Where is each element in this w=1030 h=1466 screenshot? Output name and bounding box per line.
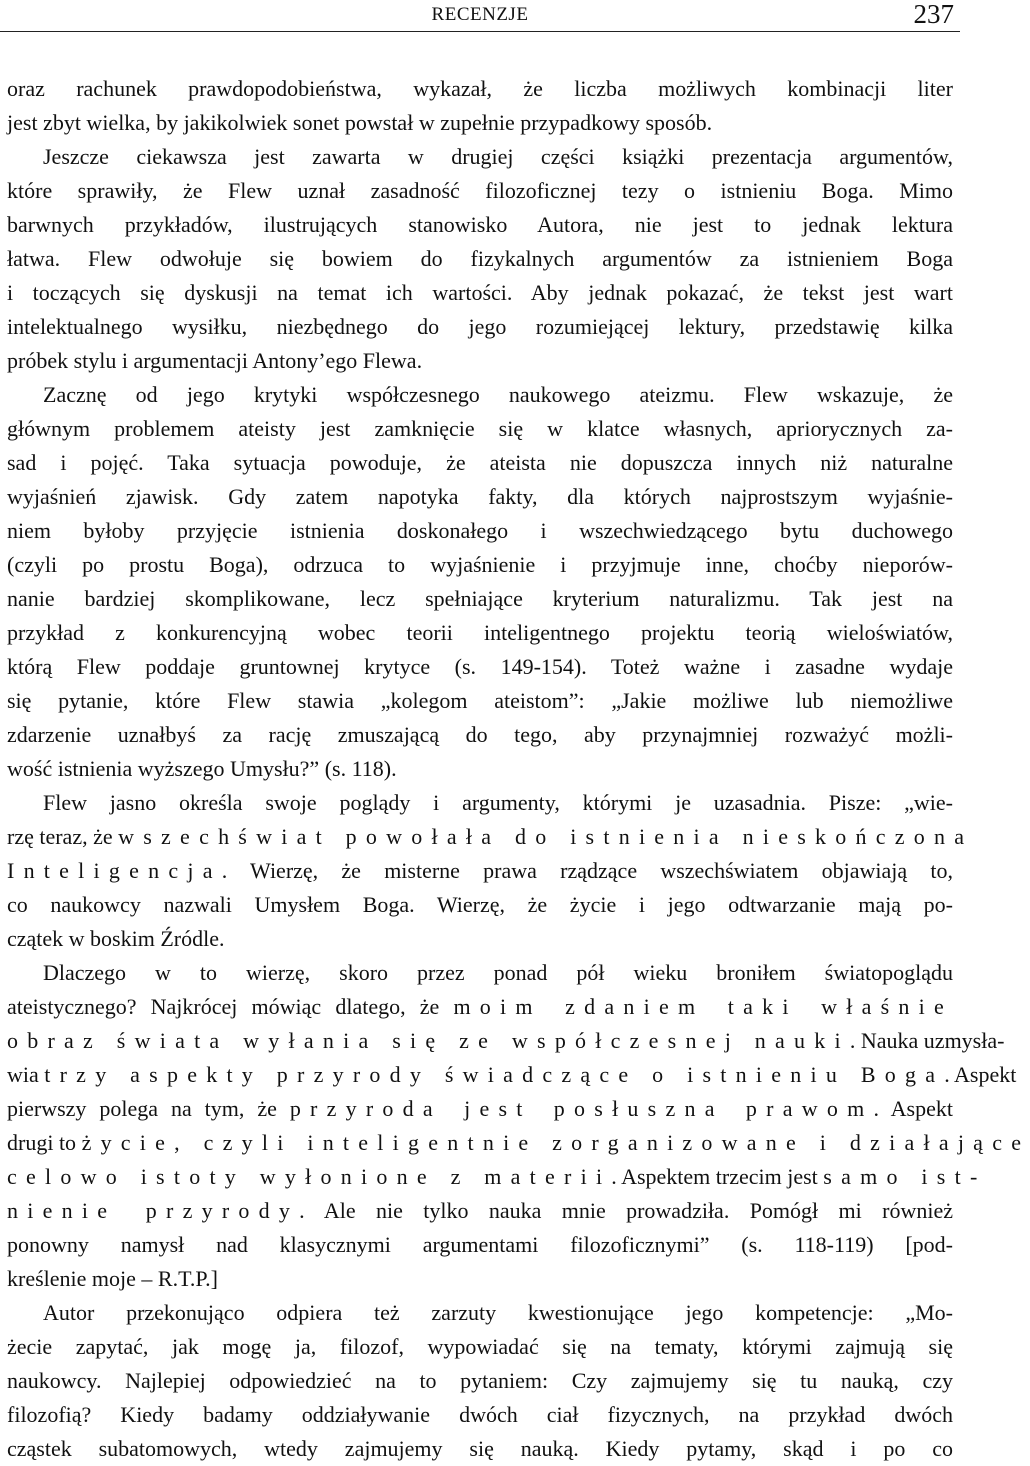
text-run: . Wierzę, że misterne prawa rządzące wszechświatem objawiają to, bbox=[221, 858, 953, 883]
text-line bbox=[7, 1296, 953, 1330]
text-run: niem byłoby przyjęcie istnienia doskonałego i wszechwiedzącego bytu duchowego bbox=[7, 518, 953, 543]
text-run: Dlaczego w to wierzę, skoro przez ponad pół wieku broniłem światopoglądu bbox=[43, 960, 953, 985]
text-run: przykład z konkurencyjną wobec teorii inteligentnego projektu teorią wieloświatów, bbox=[7, 620, 953, 645]
spaced-emphasis: wszechświat powołała do istnienia nieskończona bbox=[118, 824, 974, 849]
text-line bbox=[7, 1262, 953, 1296]
text-run: się pytanie, które Flew stawia „kolegom ateistom”: „Jakie możliwe lub niemożliwe bbox=[7, 688, 953, 713]
text-line bbox=[7, 378, 953, 412]
text-line bbox=[7, 310, 953, 344]
text-line bbox=[7, 684, 953, 718]
text-line bbox=[7, 174, 953, 208]
text-run: żecie zapytać, jak mogę ja, filozof, wypowiadać się na tematy, którymi zajmują się bbox=[7, 1334, 953, 1359]
text-line bbox=[7, 344, 953, 378]
text-line bbox=[7, 412, 953, 446]
text-line bbox=[7, 1160, 987, 1194]
header-divider bbox=[0, 31, 960, 32]
text-line bbox=[7, 1364, 953, 1398]
page-header bbox=[0, 0, 960, 30]
text-run: wyjaśnień zjawisk. Gdy zatem napotyka fakty, dla których najprostszym wyjaśnie- bbox=[7, 484, 953, 509]
text-line bbox=[7, 1194, 953, 1228]
text-run: kreślenie moje – R.T.P.] bbox=[7, 1266, 218, 1291]
text-line bbox=[7, 1024, 1005, 1058]
text-line bbox=[7, 1228, 953, 1262]
text-run: łatwa. Flew odwołuje się bowiem do fizykalnych argumentów za istnieniem Boga bbox=[7, 246, 953, 271]
text-run: filozofią? Kiedy badamy oddziaływanie dwóch ciał fizycznych, na przykład dwóch bbox=[7, 1402, 953, 1427]
text-run: wość istnienia wyższego Umysłu?” (s. 118). bbox=[7, 756, 397, 781]
text-line bbox=[7, 718, 953, 752]
spaced-emphasis: moim zdaniem taki właśnie bbox=[453, 994, 953, 1019]
body-text bbox=[7, 72, 1030, 1466]
text-run: cząstek subatomowych, wtedy zajmujemy się nauką. Kiedy pytamy, skąd i po co bbox=[7, 1436, 953, 1461]
text-line bbox=[7, 650, 953, 684]
text-run: czątek w boskim Źródle. bbox=[7, 926, 225, 951]
text-run: próbek stylu i argumentacji Antony’ego Flewa. bbox=[7, 348, 423, 373]
text-run: . Aspekt bbox=[944, 1062, 1017, 1087]
text-run: rzę teraz, że bbox=[7, 824, 119, 849]
text-run: oraz rachunek prawdopodobieństwa, wykazał, że liczba możliwych kombinacji liter bbox=[7, 76, 953, 101]
text-line bbox=[7, 140, 953, 174]
text-run: ateistycznego? Najkrócej mówiąc dlatego, że bbox=[7, 994, 454, 1019]
text-line bbox=[7, 242, 953, 276]
text-run: pierwszy polega na tym, że bbox=[7, 1096, 290, 1121]
text-run: Zacznę od jego krytyki współczesnego naukowego ateizmu. Flew wskazuje, że bbox=[43, 382, 953, 407]
text-run: nanie bardziej skomplikowane, lecz spełniające kryterium naturalizmu. Tak jest na bbox=[7, 586, 953, 611]
text-line bbox=[7, 752, 953, 786]
text-run: i toczących się dyskusji na temat ich wartości. Aby jednak pokazać, że tekst jest wart bbox=[7, 280, 953, 305]
text-line bbox=[7, 854, 953, 888]
text-run: naukowcy. Najlepiej odpowiedzieć na to pytaniem: Czy zajmujemy się tu nauką, czy bbox=[7, 1368, 953, 1393]
text-line bbox=[7, 616, 953, 650]
text-line bbox=[7, 582, 953, 616]
text-line bbox=[7, 1126, 1030, 1160]
text-line bbox=[7, 208, 953, 242]
text-run: drugi to bbox=[7, 1130, 82, 1155]
text-run: . Ale nie tylko nauka mnie prowadziła. Pomógł mi również bbox=[299, 1198, 953, 1223]
text-run: sad i pojęć. Taka sytuacja powoduje, że ateista nie dopuszcza innych niż naturalne bbox=[7, 450, 953, 475]
spaced-emphasis: Inteligencja bbox=[7, 858, 222, 883]
text-line bbox=[7, 786, 953, 820]
text-run: ponowny namysł nad klasycznymi argumentami filozoficznymi” (s. 118-119) [pod- bbox=[7, 1232, 953, 1257]
spaced-emphasis: obraz świata wyłania się ze współczesnej nauki bbox=[7, 1028, 850, 1053]
text-line bbox=[7, 990, 953, 1024]
text-run: wia bbox=[7, 1062, 45, 1087]
text-line bbox=[7, 1398, 953, 1432]
text-run: Flew jasno określa swoje poglądy i argumenty, którymi je uzasadnia. Pisze: „wie- bbox=[43, 790, 953, 815]
text-line bbox=[7, 922, 953, 956]
text-run: Jeszcze ciekawsza jest zawarta w drugiej części książki prezentacja argumentów, bbox=[43, 144, 953, 169]
page-number: 237 bbox=[913, 0, 954, 29]
text-run: (czyli po prostu Boga), odrzuca to wyjaśnienie i przyjmuje inne, choćby nieporów- bbox=[7, 552, 953, 577]
text-line bbox=[7, 72, 953, 106]
text-run: które sprawiły, że Flew uznał zasadność filozoficznej tezy o istnieniu Boga. Mimo bbox=[7, 178, 953, 203]
text-line bbox=[7, 446, 953, 480]
spaced-emphasis: przyroda jest posłuszna prawom bbox=[289, 1096, 874, 1121]
text-line bbox=[7, 956, 953, 990]
text-line bbox=[7, 1058, 1017, 1092]
spaced-emphasis: trzy aspekty przyrody świadczące o istnieniu Boga bbox=[44, 1062, 945, 1087]
text-run: głównym problemem ateisty jest zamknięcie się w klatce własnych, apriorycznych za- bbox=[7, 416, 953, 441]
text-line bbox=[7, 514, 953, 548]
text-line bbox=[7, 106, 953, 140]
spaced-emphasis: samo ist- bbox=[823, 1164, 987, 1189]
text-line bbox=[7, 276, 953, 310]
text-line bbox=[7, 548, 953, 582]
text-line bbox=[7, 1092, 953, 1126]
text-run: zdarzenie uznałbyś za rację zmuszającą do tego, aby przynajmniej rozważyć możli- bbox=[7, 722, 953, 747]
text-run: którą Flew poddaje gruntownej krytyce (s. 149-154). Toteż ważne i zasadne wydaje bbox=[7, 654, 953, 679]
text-run: . Aspekt bbox=[873, 1096, 953, 1121]
text-run: intelektualnego wysiłku, niezbędnego do jego rozumiejącej lektury, przedstawię kilka bbox=[7, 314, 953, 339]
text-run: Autor przekonująco odpiera też zarzuty kwestionujące jego kompetencje: „Mo- bbox=[43, 1300, 953, 1325]
spaced-emphasis: życie, czyli inteligentnie zorganizowane i działające bbox=[81, 1130, 1030, 1155]
text-line bbox=[7, 1330, 953, 1364]
text-line bbox=[7, 1432, 953, 1466]
spaced-emphasis: nienie przyrody bbox=[7, 1198, 300, 1223]
text-line bbox=[7, 820, 974, 854]
spaced-emphasis: celowo istoty wyłonione z materii bbox=[7, 1164, 612, 1189]
running-head: RECENZJE bbox=[431, 4, 529, 25]
text-run: co naukowcy nazwali Umysłem Boga. Wierzę, że życie i jego odtwarzanie mają po- bbox=[7, 892, 953, 917]
text-run: . Aspektem trzecim jest bbox=[611, 1164, 824, 1189]
text-run: jest zbyt wielka, by jakikolwiek sonet powstał w zupełnie przypadkowy sposób. bbox=[7, 110, 713, 135]
text-line bbox=[7, 888, 953, 922]
text-run: barwnych przykładów, ilustrujących stanowisko Autora, nie jest to jednak lektura bbox=[7, 212, 953, 237]
text-run: . Nauka uzmysła- bbox=[849, 1028, 1005, 1053]
text-line bbox=[7, 480, 953, 514]
